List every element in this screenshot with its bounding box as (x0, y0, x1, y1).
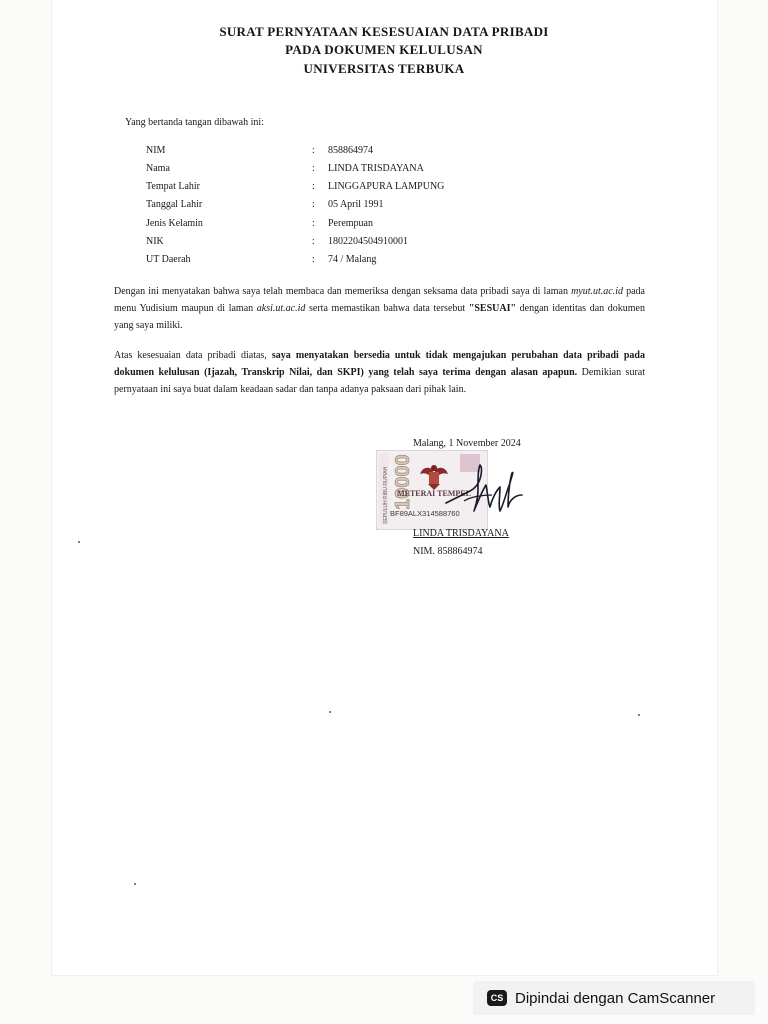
field-label-nik: NIK (146, 236, 164, 247)
document-title-line-3: UNIVERSITAS TERBUKA (303, 61, 465, 76)
field-label-tempat-lahir: Tempat Lahir (146, 181, 200, 192)
signature-place-date: Malang, 1 November 2024 (413, 438, 521, 449)
handwritten-signature (440, 455, 530, 530)
field-label-ut-daerah: UT Daerah (146, 254, 191, 265)
stamp-label: METERAI TEMPEL (397, 489, 471, 498)
link-myut: myut.ut.ac.id (571, 286, 624, 297)
field-colon: : (312, 254, 315, 265)
paragraph-2-text-a: Atas kesesuaian data pribadi diatas, (114, 350, 272, 361)
field-colon: : (312, 181, 315, 192)
signatory-nim: NIM. 858864974 (413, 546, 483, 557)
stamp-denomination: 10000 (392, 454, 414, 510)
paragraph-1-text-c: serta memastikan bahwa data tersebut (305, 303, 469, 314)
paragraph-2-text-b: Demikian surat pernyataan ini saya buat dalam keadaan sadar dan tanpa adanya paksaan dari pihak lain. (114, 367, 645, 395)
statement-paragraph-1 (114, 283, 645, 334)
statement-paragraph-2 (114, 347, 645, 398)
paragraph-2-bold-commitment: saya menyatakan bersedia untuk tidak mengajukan perubahan data pribadi pada dokumen kelulusan (Ijazah, Transkrip Nilai, dan SKPI) yang telah saya terima dengan alasan apapun. (114, 350, 645, 378)
field-label-jenis-kelamin: Jenis Kelamin (146, 218, 203, 229)
field-value-nim: 858864974 (328, 145, 373, 156)
field-label-tanggal-lahir: Tanggal Lahir (146, 199, 203, 210)
paragraph-1-text-d: dengan identitas dan dokumen yang saya miliki. (114, 303, 645, 331)
field-colon: : (312, 163, 315, 174)
field-value-ut-daerah: 74 / Malang (328, 254, 377, 265)
stamp-side-text: SEPULUH RIBU RUPIAH (383, 466, 389, 524)
link-aksi: aksi.ut.ac.id (256, 303, 306, 314)
field-value-nik: 1802204504910001 (328, 236, 408, 247)
field-value-jenis-kelamin: Perempuan (328, 218, 373, 229)
field-colon: : (312, 218, 315, 229)
camscanner-badge (473, 981, 755, 1015)
stamp-serial: BF89ALX314588760 (390, 509, 460, 518)
field-colon: : (312, 145, 315, 156)
document-title-line-2: PADA DOKUMEN KELULUSAN (285, 42, 483, 57)
paragraph-1-text-b: pada menu Yudisium maupun di laman (114, 286, 645, 314)
field-colon: : (312, 236, 315, 247)
signatory-name: LINDA TRISDAYANA (413, 528, 509, 539)
field-label-nim: NIM (146, 145, 166, 156)
field-value-tanggal-lahir: 05 April 1991 (328, 199, 384, 210)
camscanner-text: Dipindai dengan CamScanner (515, 989, 716, 1007)
sesuai-emphasis: "SESUAI" (468, 303, 517, 314)
intro-text: Yang bertanda tangan dibawah ini: (125, 117, 264, 128)
document-title-line-1: SURAT PERNYATAAN KESESUAIAN DATA PRIBADI (219, 24, 549, 39)
field-colon: : (312, 199, 315, 210)
camscanner-logo-icon: CS (487, 990, 507, 1006)
paragraph-1-text-a: Dengan ini menyatakan bahwa saya telah membaca dan memeriksa dengan seksama data pribadi saya di laman (114, 286, 572, 297)
field-label-nama: Nama (146, 163, 170, 174)
field-value-tempat-lahir: LINGGAPURA LAMPUNG (328, 181, 445, 192)
field-value-nama: LINDA TRISDAYANA (328, 163, 424, 174)
